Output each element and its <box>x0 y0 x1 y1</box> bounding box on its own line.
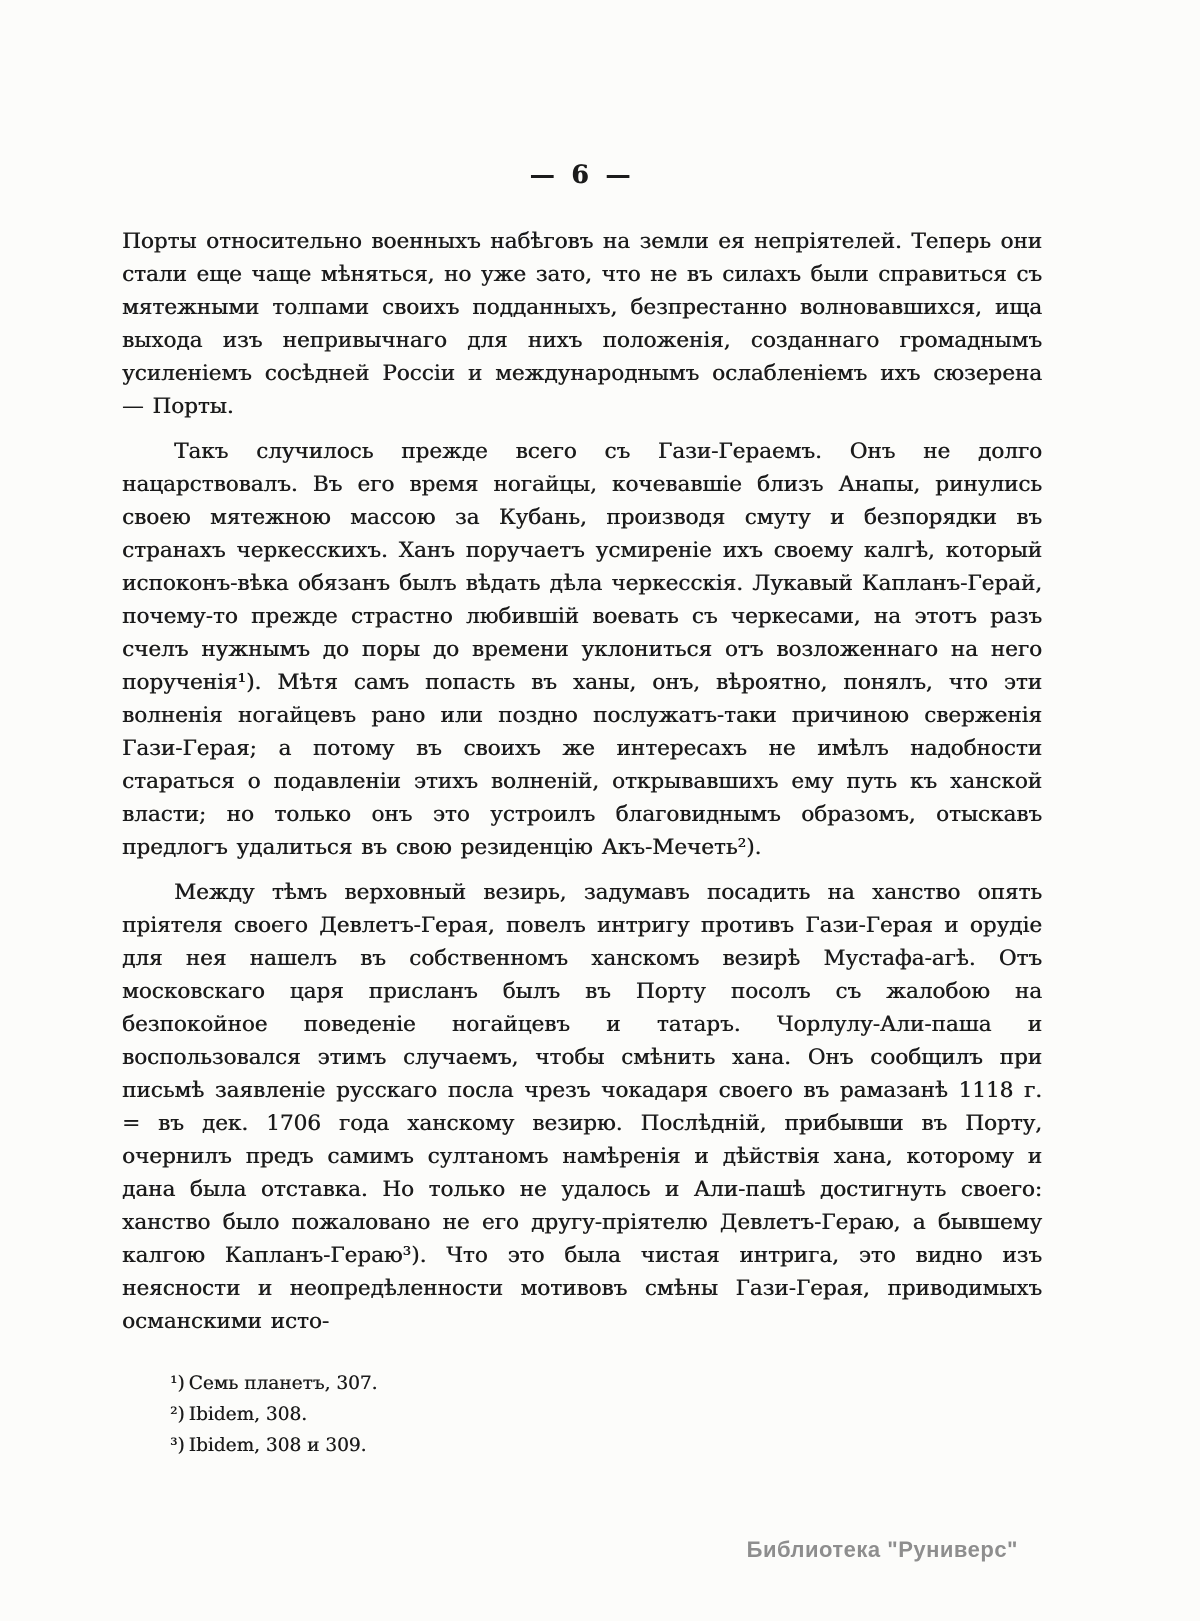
page-number: — 6 — <box>529 160 635 189</box>
body-paragraph-1: Порты относительно военныхъ набѣговъ на земли ея непріятелей. Теперь они стали еще чаще мѣняться, но уже зато, что не въ силахъ были справиться съ мятежными толпами своихъ подданныхъ, безпрестанно волновавшихся, ища выхода изъ непривычнаго для нихъ положенія, созданнаго громаднымъ усиленіемъ сосѣдней Россіи и международнымъ ослабленіемъ ихъ сюзерена — Порты. <box>122 229 1042 419</box>
watermark-runivers-library: Библиотека "Руниверс" <box>746 1537 1018 1562</box>
text-block <box>122 160 1042 1461</box>
footnote-3-marker: ³) <box>170 1435 185 1456</box>
footnotes-section <box>122 1368 1042 1461</box>
footnote-2-text: Ibidem, 308. <box>188 1404 307 1425</box>
footnote-2-marker: ²) <box>170 1404 185 1425</box>
body-paragraph-2: Такъ случилось прежде всего съ Гази-Гераемъ. Онъ не долго нацарствовалъ. Въ его время ногайцы, кочевавшіе близъ Анапы, ринулись своею мятежною массою за Кубань, производя смуту и безпорядки въ странахъ черкесскихъ. Ханъ поручаетъ усмиреніе ихъ своему калгѣ, который испоконъ-вѣка обязанъ былъ вѣдать дѣла черкесскія. Лукавый Капланъ-Герай, почему-то прежде страстно любившій воевать съ черкесами, на этотъ разъ счелъ нужнымъ до поры до времени уклониться отъ возложеннаго на него порученія¹). Мѣтя самъ попасть въ ханы, онъ, вѣроятно, понялъ, что эти волненія ногайцевъ рано или поздно послужатъ-таки причиною сверженія Гази-Герая; а потому въ своихъ же интересахъ не имѣлъ надобности стараться о подавленіи этихъ волненій, открывавшихъ ему путь къ ханской власти; но только онъ это устроилъ благовиднымъ образомъ, отыскавъ предлогъ удалиться въ свою резиденцію Акъ-Мечеть²). <box>122 439 1042 860</box>
footnote-1 <box>170 1368 1042 1399</box>
footnote-1-marker: ¹) <box>170 1373 185 1394</box>
body-paragraph-3: Между тѣмъ верховный везирь, задумавъ посадить на ханство опять пріятеля своего Девлетъ-Герая, повелъ интригу противъ Гази-Герая и орудіе для нея нашелъ въ собственномъ ханскомъ везирѣ Мустафа-агѣ. Отъ московскаго царя присланъ былъ въ Порту посолъ съ жалобою на безпокойное поведеніе ногайцевъ и татаръ. Чорлулу-Али-паша и воспользовался этимъ случаемъ, чтобы смѣнить хана. Онъ сообщилъ при письмѣ заявленіе русскаго посла чрезъ чокадаря своего въ рамазанѣ 1118 г. = въ дек. 1706 года ханскому везирю. Послѣдній, прибывши въ Порту, очернилъ предъ самимъ султаномъ намѣренія и дѣйствія хана, которому и дана была отставка. Но только не удалось и Али-пашѣ достигнуть своего: ханство было пожаловано не его другу-пріятелю Девлетъ-Гераю, а бывшему калгою Капланъ-Гераю³). Что это была чистая интрига, это видно изъ неясности и неопредѣленности мотивовъ смѣны Гази-Герая, приводимыхъ османскими исто- <box>122 880 1042 1334</box>
footnote-1-text: Семь планетъ, 307. <box>188 1373 378 1394</box>
footnote-3 <box>170 1430 1042 1461</box>
footnote-3-text: Ibidem, 308 и 309. <box>188 1435 367 1456</box>
footnote-2 <box>170 1399 1042 1430</box>
